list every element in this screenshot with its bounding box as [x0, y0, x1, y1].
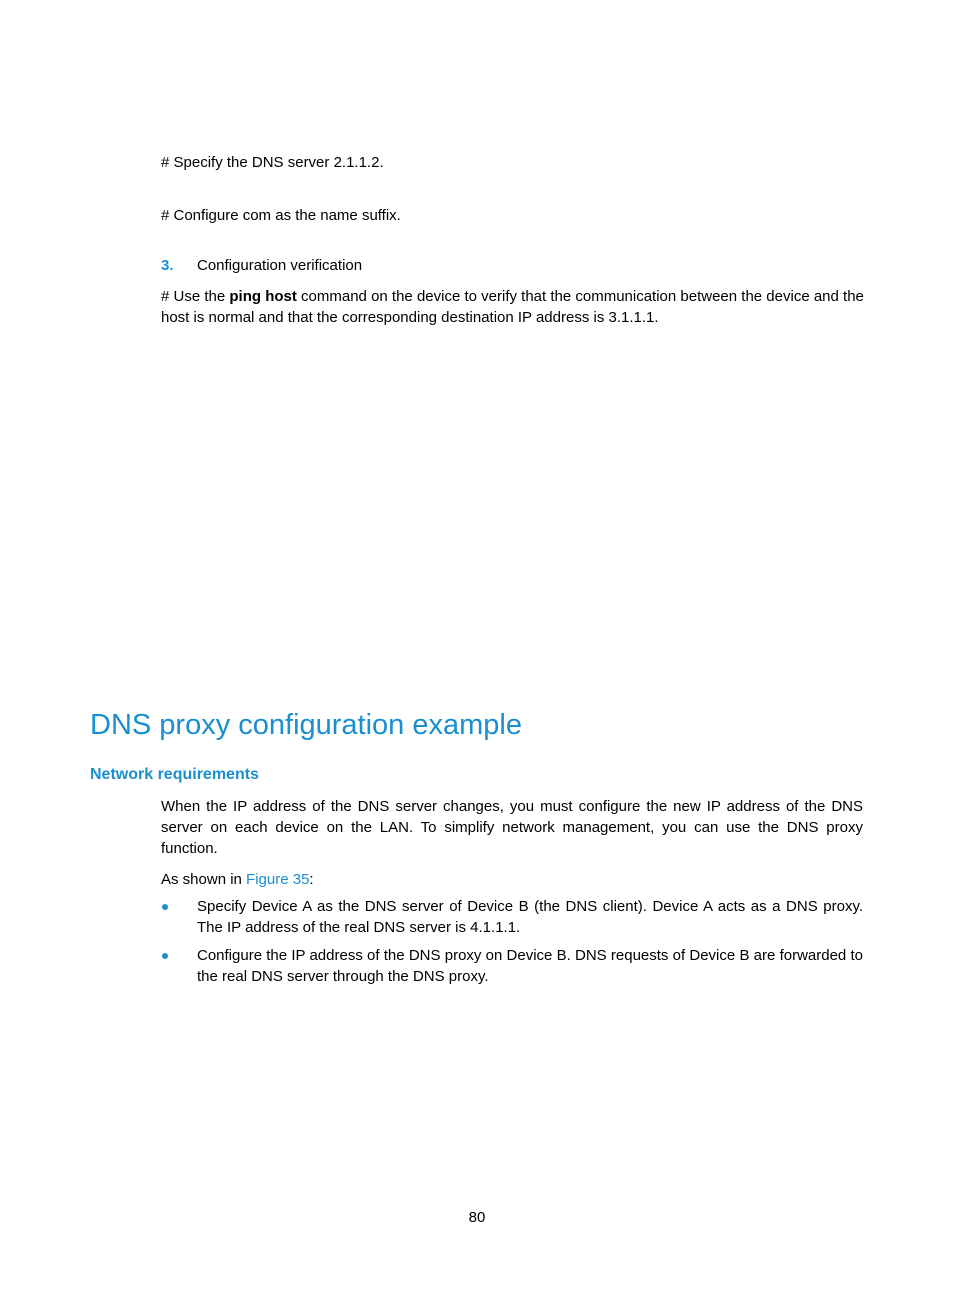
verification-prefix: # Use the	[161, 288, 230, 305]
bullet-item-1: Specify Device A as the DNS server of Device B (the DNS client). Device A acts as a DNS proxy. The IP address of the real DNS server is 4.1.1.1.	[197, 898, 863, 936]
step-label: Configuration verification	[197, 257, 363, 274]
bullet-icon	[162, 904, 168, 910]
as-shown-prefix: As shown in	[161, 871, 247, 888]
comment-dns-server: # Specify the DNS server 2.1.1.2.	[161, 154, 384, 171]
subsection-title: Network requirements	[90, 766, 259, 783]
ping-host-command: ping host	[229, 288, 297, 305]
section-title: DNS proxy configuration example	[90, 709, 522, 741]
as-shown-line	[161, 869, 314, 890]
bullet-icon	[162, 953, 168, 959]
figure-35-link[interactable]: Figure 35	[246, 871, 310, 888]
intro-paragraph: When the IP address of the DNS server changes, you must configure the new IP address of the DNS server on each device on the LAN. To simplify network management, you can use the DNS proxy function.	[161, 798, 863, 857]
as-shown-suffix: :	[309, 871, 314, 888]
verification-line-1	[161, 286, 863, 307]
bullet-item-2: Configure the IP address of the DNS proxy on Device B. DNS requests of Device B are forwarded to the real DNS server through the DNS proxy.	[197, 947, 863, 985]
verification-line-2: host is normal and that the corresponding destination IP address is 3.1.1.1.	[161, 309, 659, 326]
step-number: 3.	[161, 257, 174, 274]
page-number: 80	[468, 1209, 486, 1226]
comment-name-suffix: # Configure com as the name suffix.	[161, 207, 401, 224]
verification-rest: command on the device to verify that the communication between the device and the	[296, 288, 864, 305]
